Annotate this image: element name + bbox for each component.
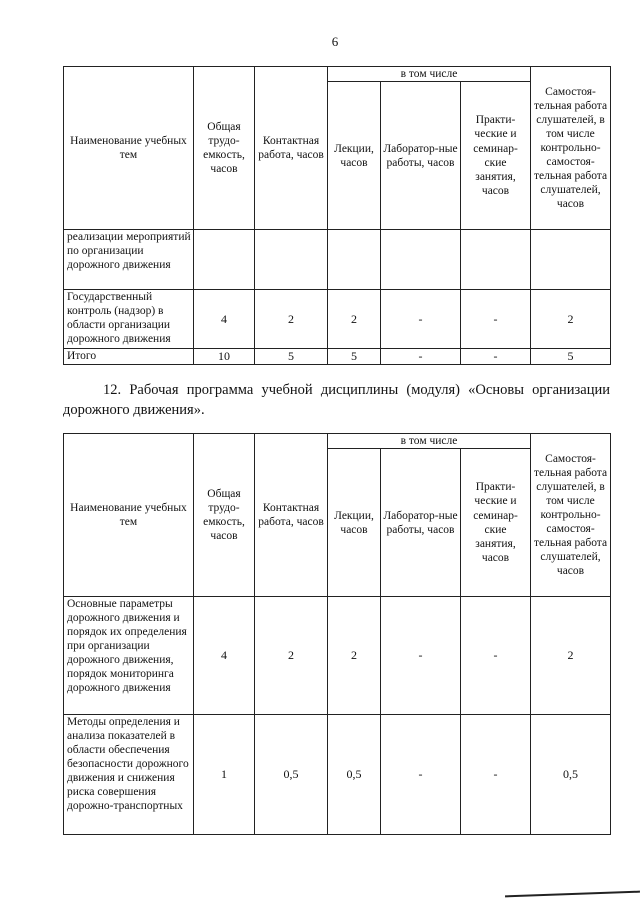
- row-contact: 0,5: [255, 715, 328, 835]
- row-practical: -: [461, 715, 531, 835]
- total-lab: -: [381, 349, 461, 365]
- scan-edge-line: [505, 891, 640, 898]
- row-total: 4: [194, 290, 255, 349]
- header-selfstudy: Самостоя-тельная работа слушателей, в том числе контрольно-самостоя-тельная работа слушателей, часов: [531, 434, 611, 597]
- row-self: 2: [531, 597, 611, 715]
- row-total: [194, 230, 255, 290]
- header-including: в том числе: [328, 434, 531, 449]
- row-lectures: 0,5: [328, 715, 381, 835]
- row-topic: Методы определения и анализа показателей в области обеспечения безопасности дорожного движения и снижения риска совершения дорожно-транспортных: [64, 715, 194, 835]
- row-topic: Основные параметры дорожного движения и порядок их определения при организации дорожного движения, порядок мониторинга дорожного движения: [64, 597, 194, 715]
- page-number: 6: [331, 34, 339, 49]
- total-lectures: 5: [328, 349, 381, 365]
- row-practical: [461, 230, 531, 290]
- table-row: [64, 290, 611, 349]
- curriculum-table-2: [63, 433, 611, 835]
- total-label: Итого: [64, 349, 194, 365]
- header-lab: Лаборатор-ные работы, часов: [381, 82, 461, 230]
- row-self: 2: [531, 290, 611, 349]
- header-contact: Контактная работа, часов: [255, 434, 328, 597]
- row-total: 4: [194, 597, 255, 715]
- row-practical: -: [461, 290, 531, 349]
- row-lab: -: [381, 597, 461, 715]
- row-practical: -: [461, 597, 531, 715]
- section-heading: 12. Рабочая программа учебной дисциплины (модуля) «Основы организации дорожного движения».: [63, 382, 610, 418]
- header-practical: Практи-ческие и семинар-ские занятия, часов: [461, 449, 531, 597]
- header-selfstudy: Самостоя-тельная работа слушателей, в том числе контрольно-самостоя-тельная работа слушателей, часов: [531, 67, 611, 230]
- row-lab: [381, 230, 461, 290]
- header-topic: Наименование учебных тем: [64, 67, 194, 230]
- header-lectures: Лекции, часов: [328, 449, 381, 597]
- row-lectures: 2: [328, 597, 381, 715]
- row-lab: -: [381, 715, 461, 835]
- table-row: [64, 230, 611, 290]
- header-total: Общая трудо-емкость, часов: [194, 67, 255, 230]
- header-lab: Лаборатор-ные работы, часов: [381, 449, 461, 597]
- row-lectures: [328, 230, 381, 290]
- header-including: в том числе: [328, 67, 531, 82]
- row-lab: -: [381, 290, 461, 349]
- header-lectures: Лекции, часов: [328, 82, 381, 230]
- table-row: [64, 715, 611, 835]
- row-total: 1: [194, 715, 255, 835]
- curriculum-table-1: [63, 66, 611, 365]
- header-practical: Практи-ческие и семинар-ские занятия, часов: [461, 82, 531, 230]
- row-contact: 2: [255, 597, 328, 715]
- header-contact: Контактная работа, часов: [255, 67, 328, 230]
- row-topic: Государственный контроль (надзор) в области организации дорожного движения: [64, 290, 194, 349]
- total-practical: -: [461, 349, 531, 365]
- header-total: Общая трудо-емкость, часов: [194, 434, 255, 597]
- row-topic: реализации мероприятий по организации дорожного движения: [64, 230, 194, 290]
- total-row: [64, 349, 611, 365]
- row-self: 0,5: [531, 715, 611, 835]
- row-lectures: 2: [328, 290, 381, 349]
- table-row: [64, 597, 611, 715]
- row-contact: 2: [255, 290, 328, 349]
- row-self: [531, 230, 611, 290]
- total-self: 5: [531, 349, 611, 365]
- header-topic: Наименование учебных тем: [64, 434, 194, 597]
- row-contact: [255, 230, 328, 290]
- total-contact: 5: [255, 349, 328, 365]
- total-total: 10: [194, 349, 255, 365]
